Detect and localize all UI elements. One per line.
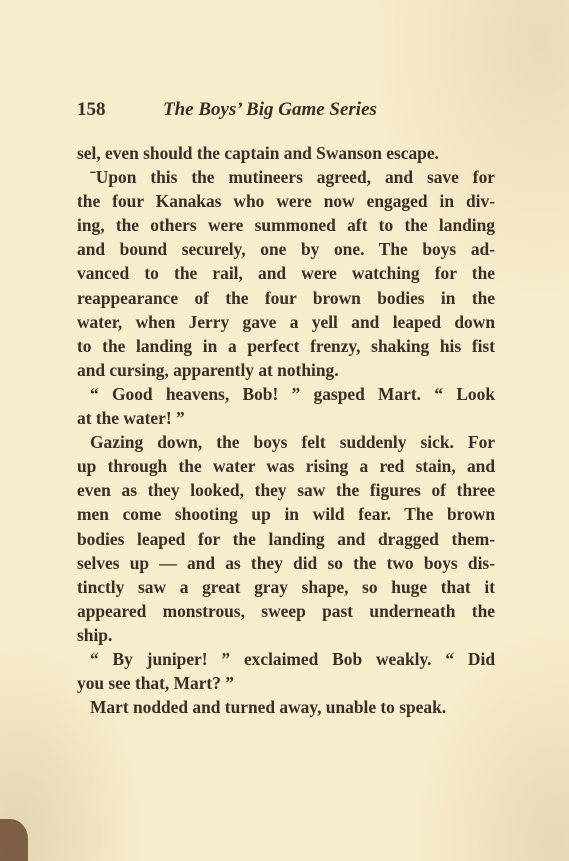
- body-text: [77, 141, 495, 719]
- page-number: 158: [77, 99, 106, 120]
- text-line: bodies leaped for the landing and dragged them-: [77, 528, 495, 549]
- text-line: Mart nodded and turned away, unable to speak.: [90, 697, 447, 718]
- text-line: you see that, Mart? ”: [77, 673, 234, 694]
- text-line: to the landing in a perfect frenzy, shaking his fist: [77, 335, 495, 356]
- text-line: and cursing, apparently at nothing.: [77, 359, 339, 380]
- text-line: ˉUpon this the mutineers agreed, and save for: [90, 167, 495, 188]
- text-line: “ By juniper! ” exclaimed Bob weakly. “ Did: [90, 648, 495, 669]
- text-line: and bound securely, one by one. The boys ad-: [77, 239, 495, 260]
- text-line: water, when Jerry gave a yell and leaped down: [77, 311, 495, 332]
- running-title: The Boys’ Big Game Series: [163, 99, 377, 120]
- running-head: [77, 99, 497, 121]
- text-line: tinctly saw a great gray shape, so huge that it: [77, 576, 495, 597]
- text-line: Gazing down, the boys felt suddenly sick. For: [90, 432, 495, 453]
- text-line: at the water! ”: [77, 408, 185, 429]
- text-line: ship.: [77, 624, 113, 645]
- text-line: reappearance of the four brown bodies in the: [77, 287, 495, 308]
- text-line: up through the water was rising a red stain, and: [77, 456, 495, 477]
- text-line: ing, the others were summoned aft to the landing: [77, 215, 495, 236]
- text-line: sel, even should the captain and Swanson escape.: [77, 143, 439, 163]
- text-line: even as they looked, they saw the figures of three: [77, 480, 495, 501]
- text-line: the four Kanakas who were now engaged in div-: [77, 191, 495, 212]
- page-stain: [0, 819, 28, 861]
- text-line: “ Good heavens, Bob! ” gasped Mart. “ Look: [90, 383, 495, 404]
- text-line: selves up — and as they did so the two boys dis-: [77, 552, 495, 573]
- text-line: men come shooting up in wild fear. The brown: [77, 504, 495, 525]
- text-line: appeared monstrous, sweep past underneath the: [77, 600, 495, 621]
- text-line: vanced to the rail, and were watching for the: [77, 263, 495, 284]
